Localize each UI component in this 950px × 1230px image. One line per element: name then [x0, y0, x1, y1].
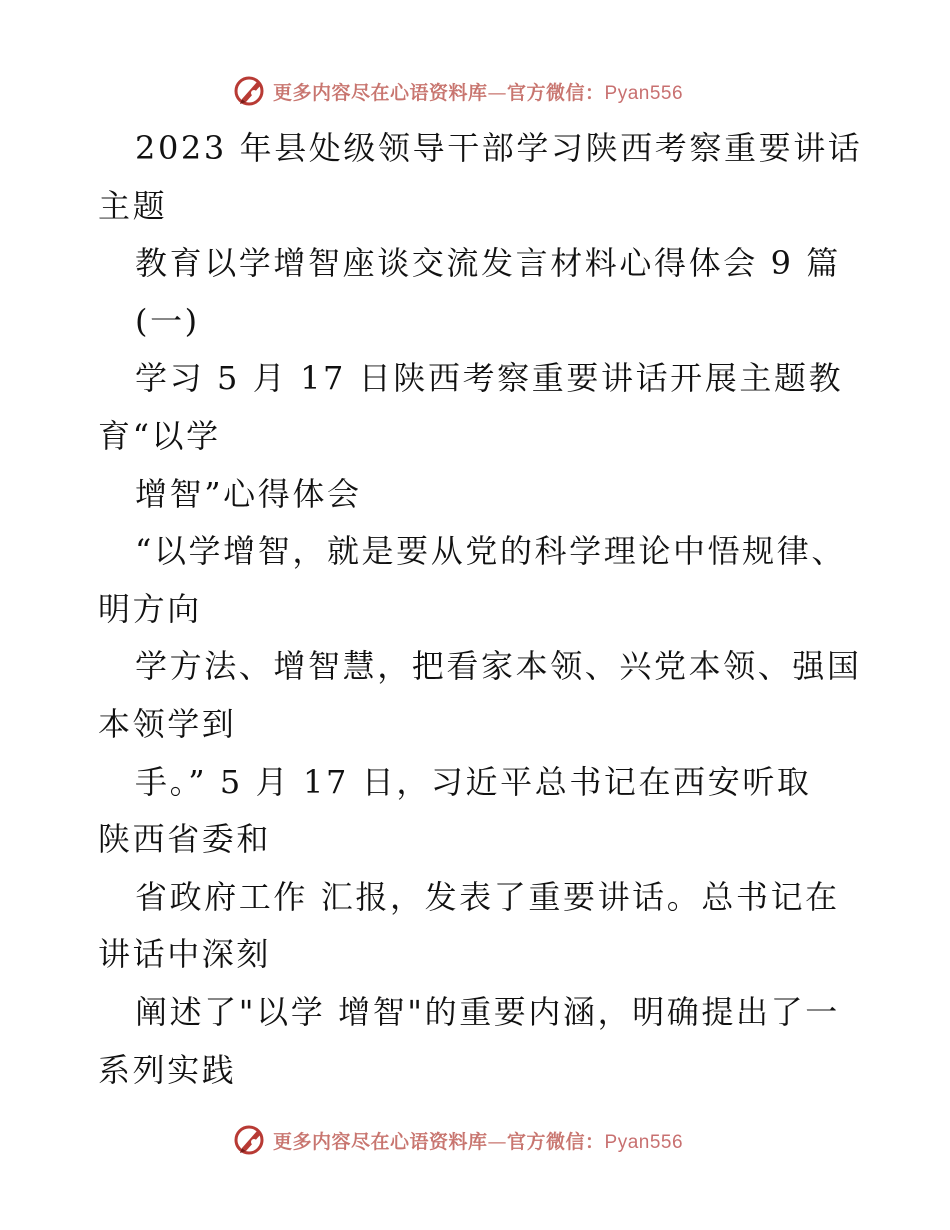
text-line: (一)	[135, 301, 200, 340]
text-line: 教育以学增智座谈交流发言材料心得体会 9 篇	[135, 244, 841, 283]
text-line: 系列实践	[98, 1050, 237, 1089]
document-body	[98, 120, 863, 1099]
text-line: “以学增智，就是要从党的科学理论中悟规律、	[135, 532, 846, 571]
pen-logo-icon	[233, 74, 267, 108]
text-line: 主题	[98, 186, 168, 225]
text-line: 陕西省委和	[98, 820, 272, 859]
footer-watermark	[233, 1122, 683, 1158]
text-line: 阐述了"以学 增智"的重要内涵，明确提出了一	[135, 992, 840, 1031]
text-line: 明方向	[98, 589, 202, 628]
text-line: 2023 年县处级领导干部学习陕西考察重要讲话	[135, 129, 863, 167]
text-line: 讲话中深刻	[98, 935, 272, 974]
header-watermark	[233, 73, 683, 109]
text-line: 学方法、增智慧，把看家本领、兴党本领、强国	[135, 647, 862, 686]
text-line: 育“以学	[98, 416, 221, 455]
text-line: 本领学到	[98, 704, 237, 743]
text-line: 手。” 5 月 17 日，习近平总书记在西安听取	[135, 762, 812, 801]
text-line: 省政府工作 汇报，发表了重要讲话。总书记在	[135, 877, 840, 916]
watermark-text: 更多内容尽在心语资料库—官方微信：Pyan556	[273, 81, 684, 104]
text-line: 增智”心得体会	[135, 474, 362, 513]
watermark-text: 更多内容尽在心语资料库—官方微信：Pyan556	[273, 1130, 684, 1153]
pen-logo-icon	[233, 1123, 267, 1157]
text-line: 学习 5 月 17 日陕西考察重要讲话开展主题教	[135, 359, 844, 398]
